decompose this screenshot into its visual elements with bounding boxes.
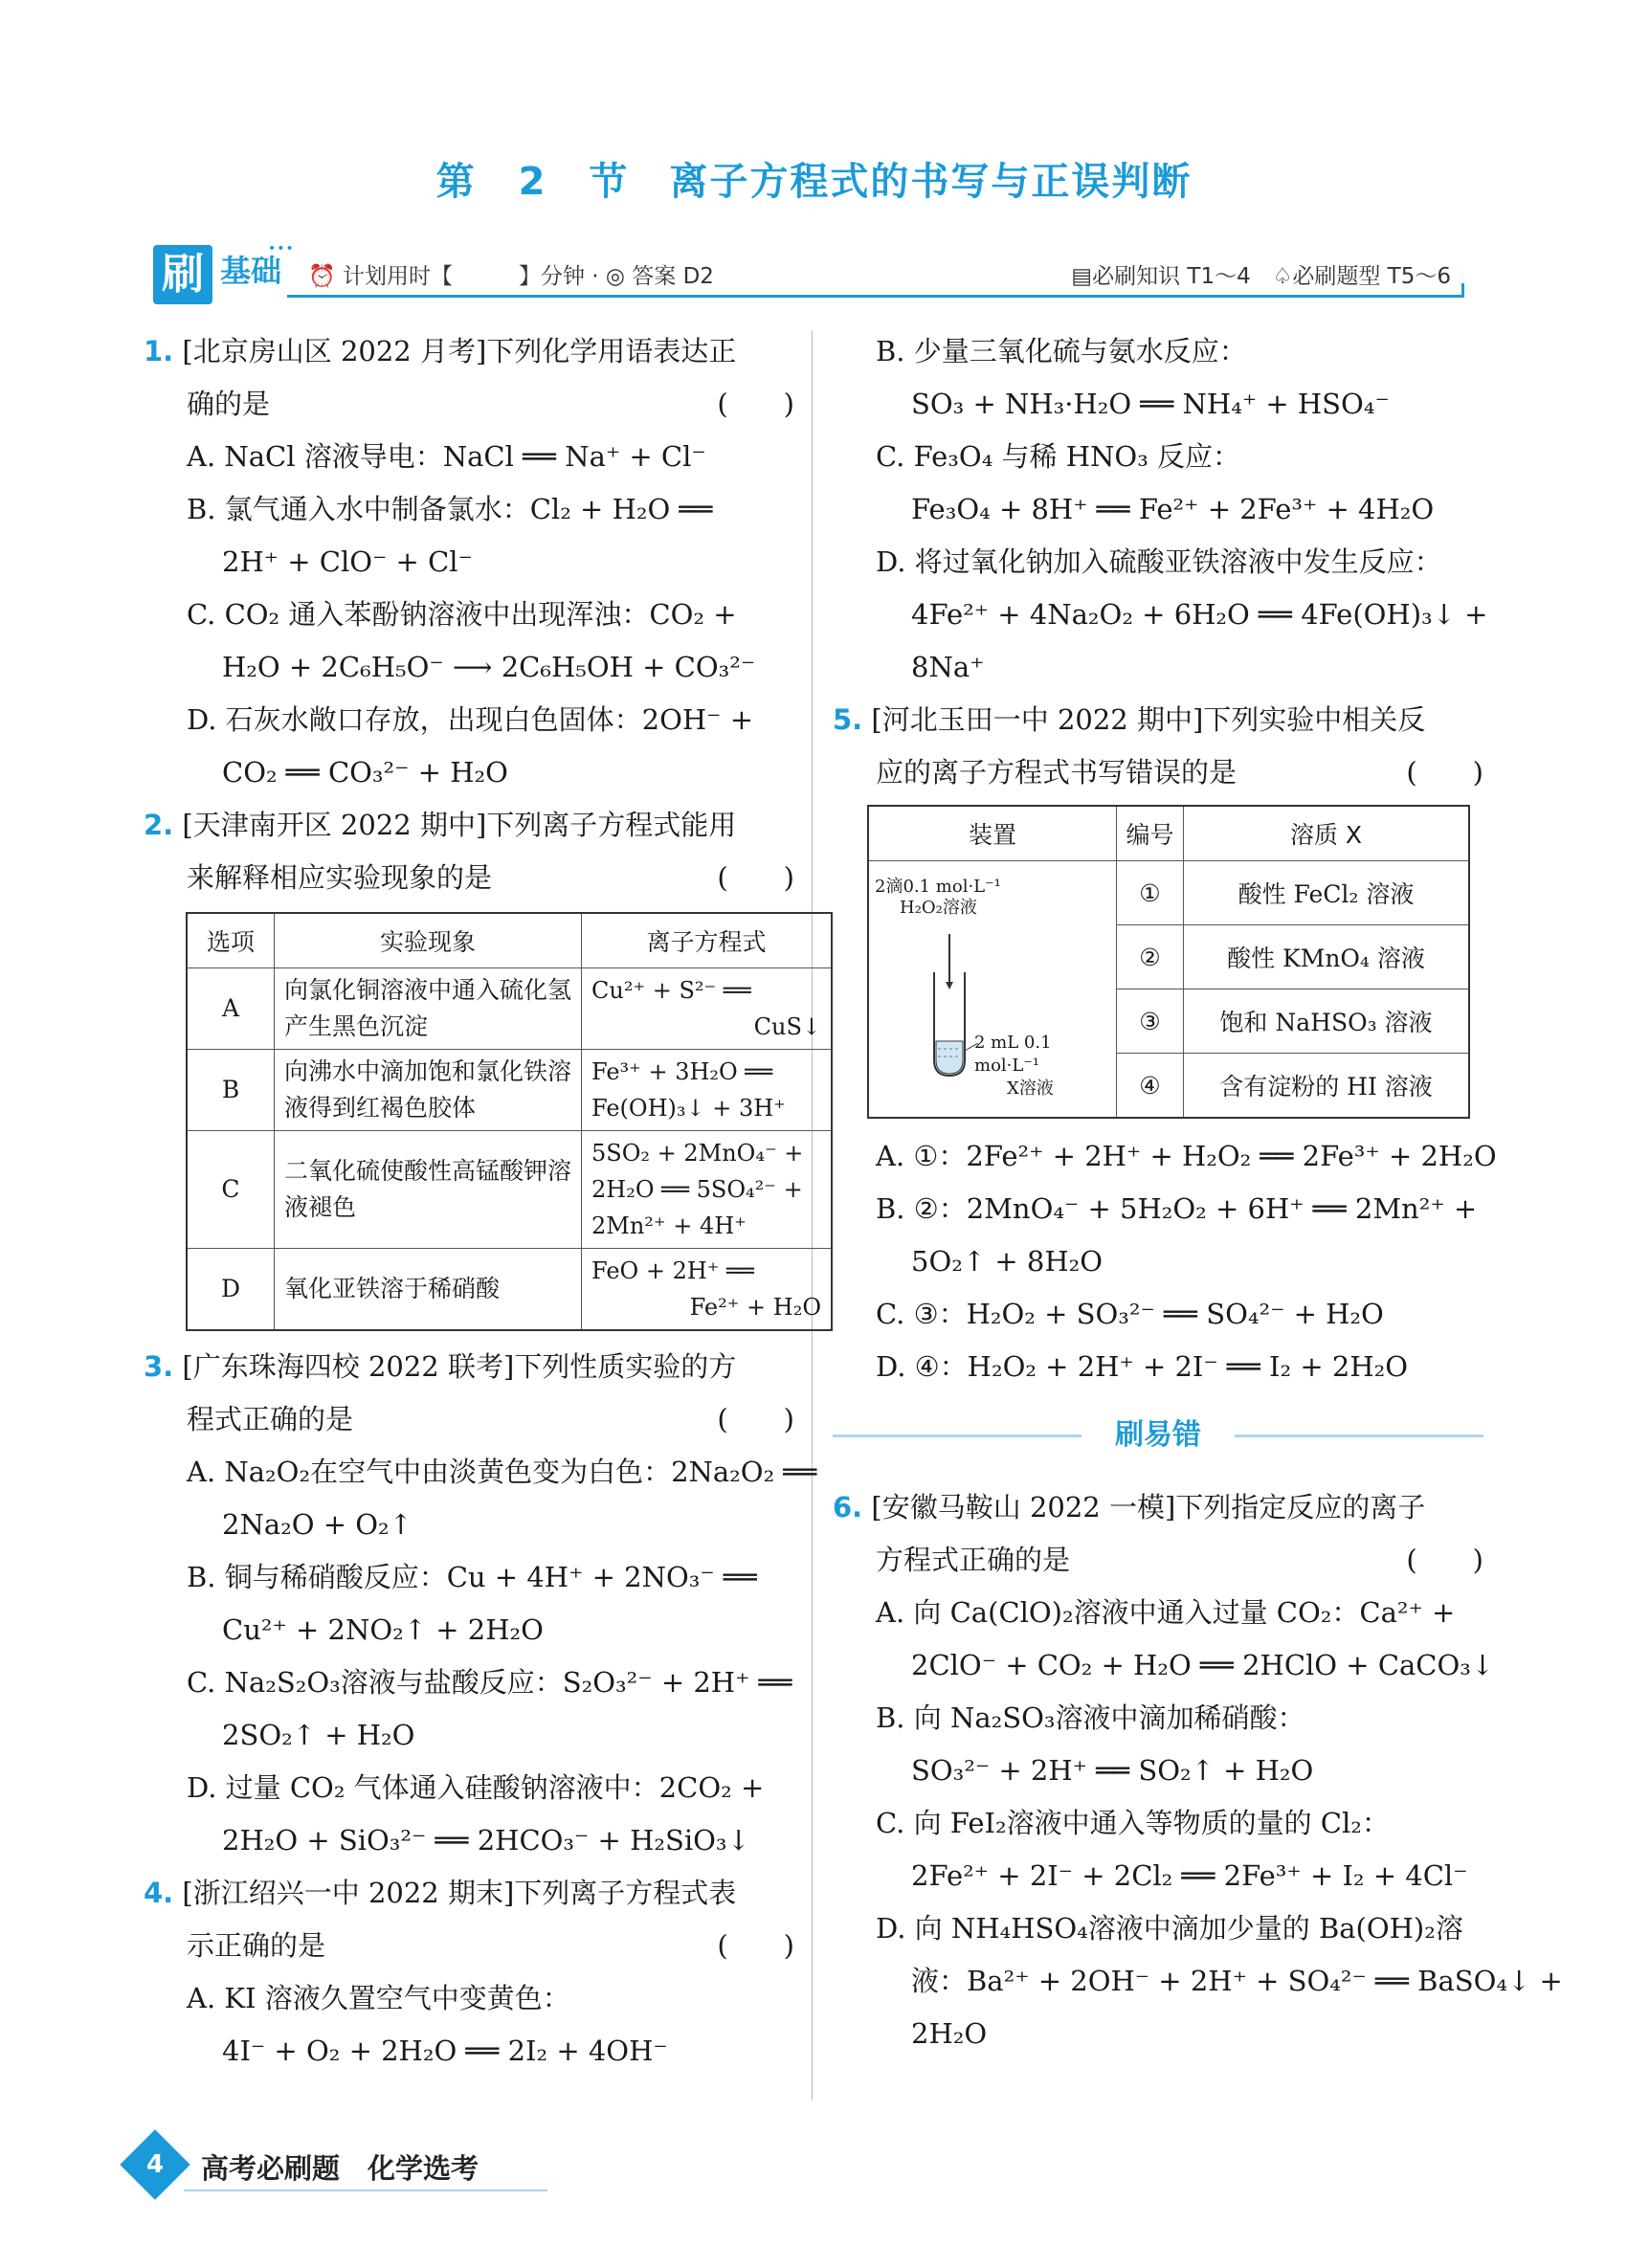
option-b: B. 向 Na₂SO₃溶液中滴加稀硝酸：: [876, 1701, 1305, 1734]
page-footer: [126, 2134, 547, 2199]
phenomenon-cell: 氧化亚铁溶于稀硝酸: [275, 1249, 582, 1331]
solute-cell: 饱和 NaHSO₃ 溶液: [1183, 989, 1469, 1054]
option-c: C. 向 FeI₂溶液中通入等物质的量的 Cl₂：: [876, 1807, 1390, 1839]
table-row: [187, 1249, 832, 1331]
tube-label: 2 mL 0.1 mol·L⁻¹ X溶液: [974, 1033, 1054, 1099]
question-stem: [河北玉田一中 2022 期中]下列实验中相关反: [871, 703, 1426, 736]
option-d: D. 过量 CO₂ 气体通入硅酸钠溶液中：2CO₂ +: [187, 1771, 765, 1804]
question-stem: [天津南开区 2022 期中]下列离子方程式能用: [182, 809, 737, 841]
option-d: D. 石灰水敞口存放，出现白色固体：2OH⁻ +: [187, 703, 753, 736]
table-row: [187, 1131, 832, 1249]
answer-blank: ( ): [717, 1403, 794, 1435]
question-4-cont: [833, 325, 1488, 694]
option-cell: A: [187, 968, 275, 1050]
question-stem: 来解释相应实验现象的是: [187, 861, 493, 894]
number-cell: ②: [1117, 925, 1184, 989]
option-a: A. KI 溶液久置空气中变黄色：: [187, 1982, 570, 2014]
question-stem: 方程式正确的是: [876, 1544, 1071, 1576]
option-b-cont: Cu²⁺ + 2NO₂↑ + 2H₂O: [222, 1613, 544, 1646]
option-c-cont: 2Fe²⁺ + 2I⁻ + 2Cl₂ ══ 2Fe³⁺ + I₂ + 4Cl⁻: [911, 1859, 1468, 1892]
option-c: C. Na₂S₂O₃溶液与盐酸反应：S₂O₃²⁻ + 2H⁺ ══: [187, 1666, 792, 1699]
option-a-cont: 2ClO⁻ + CO₂ + H₂O ══ 2HClO + CaCO₃↓: [911, 1649, 1495, 1681]
option-cell: D: [187, 1249, 275, 1331]
answer-blank: ( ): [717, 1929, 794, 1962]
option-c-cont: 2SO₂↑ + H₂O: [222, 1719, 415, 1751]
answer-blank: ( ): [1406, 756, 1483, 789]
question-6: [833, 1481, 1563, 2060]
option-b: B. 铜与稀硝酸反应：Cu + 4H⁺ + 2NO₃⁻ ══: [187, 1561, 757, 1593]
question-number: 3.: [144, 1350, 174, 1383]
section-heading: [833, 1407, 1483, 1464]
section-heading-text: 刷易错: [1115, 1418, 1201, 1452]
question-2: [144, 799, 821, 1331]
number-cell: ①: [1117, 861, 1184, 925]
option-d-cont: 液：Ba²⁺ + 2OH⁻ + 2H⁺ + SO₄²⁻ ══ BaSO₄↓ +: [911, 1965, 1563, 1997]
option-cell: B: [187, 1050, 275, 1131]
answer-blank: ( ): [717, 388, 794, 420]
solute-cell: 酸性 FeCl₂ 溶液: [1183, 861, 1469, 925]
badge-label: 基础: [220, 253, 282, 289]
book-title: 高考必刷题 化学选考: [201, 2152, 479, 2185]
option-c-cont: H₂O + 2C₆H₅O⁻ ⟶ 2C₆H₅OH + CO₃²⁻: [222, 651, 756, 683]
phenomenon-cell: 向氯化铜溶液中通入硫化氢产生黑色沉淀: [275, 968, 582, 1050]
table-header: 离子方程式: [582, 913, 833, 968]
table-header: 装置: [868, 806, 1117, 861]
right-column: [833, 325, 1563, 2060]
answer-blank: ( ): [717, 861, 794, 894]
section-banner: [153, 241, 1464, 304]
table-header: 编号: [1117, 806, 1184, 861]
option-a-cont: 4I⁻ + O₂ + 2H₂O ══ 2I₂ + 4OH⁻: [222, 2035, 668, 2067]
q5-table: [867, 805, 1470, 1119]
option-d-cont: 2H₂O: [911, 2017, 988, 2050]
option-b: B. 少量三氧化硫与氨水反应：: [876, 335, 1247, 367]
option-b-cont: 5O₂↑ + 8H₂O: [911, 1245, 1104, 1278]
question-stem: [安徽马鞍山 2022 一模]下列指定反应的离子: [871, 1491, 1426, 1523]
option-a: A. NaCl 溶液导电：NaCl ══ Na⁺ + Cl⁻: [187, 440, 706, 473]
page-title: 第 2 节 离子方程式的书写与正误判断: [435, 160, 1193, 204]
table-row: [187, 968, 832, 1050]
option-cell: C: [187, 1131, 275, 1249]
banner-underline: [287, 295, 1464, 298]
question-stem: 程式正确的是: [187, 1403, 354, 1435]
option-a: A. 向 Ca(ClO)₂溶液中通入过量 CO₂：Ca²⁺ +: [876, 1596, 1456, 1629]
number-cell: ③: [1117, 989, 1184, 1054]
question-number: 5.: [833, 703, 863, 736]
question-number: 2.: [144, 809, 174, 841]
option-d: D. 向 NH₄HSO₄溶液中滴加少量的 Ba(OH)₂溶: [876, 1912, 1463, 1945]
dots-icon: •••: [268, 241, 295, 256]
table-row: [187, 1050, 832, 1131]
solute-cell: 酸性 KMnO₄ 溶液: [1183, 925, 1469, 989]
question-stem: 应的离子方程式书写错误的是: [876, 756, 1238, 789]
page-number-badge: [120, 2129, 190, 2200]
dropper-label: 2滴0.1 mol·L⁻¹ H₂O₂溶液: [875, 877, 1001, 918]
equation-cell: 5SO₂ + 2MnO₄⁻ + 2H₂O ══ 5SO₄²⁻ + 2Mn²⁺ + 4H⁺: [582, 1131, 833, 1249]
table-header: 溶质 X: [1183, 806, 1469, 861]
option-b-cont: SO₃ + NH₃·H₂O ══ NH₄⁺ + HSO₄⁻: [911, 388, 1390, 420]
option-a: A. Na₂O₂在空气中由淡黄色变为白色：2Na₂O₂ ══: [187, 1456, 817, 1488]
question-stem: [浙江绍兴一中 2022 期末]下列离子方程式表: [182, 1877, 737, 1909]
question-stem: [北京房山区 2022 月考]下列化学用语表达正: [182, 335, 737, 367]
test-tube-icon: [921, 926, 978, 1079]
equation-cell: Fe³⁺ + 3H₂O ══ Fe(OH)₃↓ + 3H⁺: [582, 1050, 833, 1131]
badge-icon: 刷: [153, 245, 212, 304]
option-a: A. ①：2Fe²⁺ + 2H⁺ + H₂O₂ ══ 2Fe³⁺ + 2H₂O: [876, 1140, 1497, 1172]
question-number: 4.: [144, 1877, 174, 1909]
option-a-cont: 2Na₂O + O₂↑: [222, 1508, 413, 1541]
number-cell: ④: [1117, 1054, 1184, 1119]
left-column: [144, 325, 821, 2078]
option-d: D. ④：H₂O₂ + 2H⁺ + 2I⁻ ══ I₂ + 2H₂O: [876, 1350, 1409, 1383]
equation-cell: Cu²⁺ + S²⁻ ══ CuS↓: [582, 968, 833, 1050]
option-d-cont: 4Fe²⁺ + 4Na₂O₂ + 6H₂O ══ 4Fe(OH)₃↓ +: [911, 598, 1488, 631]
option-c-cont: Fe₃O₄ + 8H⁺ ══ Fe²⁺ + 2Fe³⁺ + 4H₂O: [911, 493, 1435, 525]
apparatus-cell: [868, 861, 1117, 1119]
question-stem: [广东珠海四校 2022 联考]下列性质实验的方: [182, 1350, 737, 1383]
page-number: 4: [145, 2150, 165, 2179]
phenomenon-cell: 二氧化硫使酸性高锰酸钾溶液褪色: [275, 1131, 582, 1249]
option-d: D. 将过氧化钠加入硫酸亚铁溶液中发生反应：: [876, 545, 1442, 578]
plan-time-answer: ⏰ 计划用时【 】分钟 · ◎ 答案 D2: [308, 264, 714, 289]
question-1: [144, 325, 794, 799]
question-stem: 示正确的是: [187, 1929, 326, 1962]
q2-table: [186, 912, 833, 1331]
knowledge-tags: ▤必刷知识 T1～4 ♤必刷题型 T5～6: [1071, 264, 1451, 289]
option-d-cont: 2H₂O + SiO₃²⁻ ══ 2HCO₃⁻ + H₂SiO₃↓: [222, 1824, 750, 1857]
option-b: B. ②：2MnO₄⁻ + 5H₂O₂ + 6H⁺ ══ 2Mn²⁺ +: [876, 1192, 1478, 1225]
equation-cell: FeO + 2H⁺ ══ Fe²⁺ + H₂O: [582, 1249, 833, 1331]
banner-tail: [1461, 283, 1464, 298]
question-number: 1.: [144, 335, 174, 367]
solute-cell: 含有淀粉的 HI 溶液: [1183, 1054, 1469, 1119]
question-5: [833, 694, 1497, 1393]
phenomenon-cell: 向沸水中滴加饱和氯化铁溶液得到红褐色胶体: [275, 1050, 582, 1131]
option-d-cont: CO₂ ══ CO₃²⁻ + H₂O: [222, 756, 508, 789]
question-3: [144, 1341, 817, 1867]
option-b-cont: SO₃²⁻ + 2H⁺ ══ SO₂↑ + H₂O: [911, 1754, 1314, 1787]
option-c: C. ③：H₂O₂ + SO₃²⁻ ══ SO₄²⁻ + H₂O: [876, 1298, 1384, 1330]
option-c: C. CO₂ 通入苯酚钠溶液中出现浑浊：CO₂ +: [187, 598, 737, 631]
question-4: [144, 1867, 794, 2078]
question-stem: 确的是: [187, 388, 271, 420]
footer-rule: [184, 2190, 547, 2191]
option-d-cont: 8Na⁺: [911, 651, 985, 683]
table-row: [868, 861, 1469, 925]
answer-blank: ( ): [1406, 1544, 1483, 1576]
option-b-cont: 2H⁺ + ClO⁻ + Cl⁻: [222, 545, 473, 578]
table-header: 实验现象: [275, 913, 582, 968]
question-number: 6.: [833, 1491, 863, 1523]
table-header: 选项: [187, 913, 275, 968]
option-b: B. 氯气通入水中制备氯水：Cl₂ + H₂O ══: [187, 493, 713, 525]
option-c: C. Fe₃O₄ 与稀 HNO₃ 反应：: [876, 440, 1241, 473]
